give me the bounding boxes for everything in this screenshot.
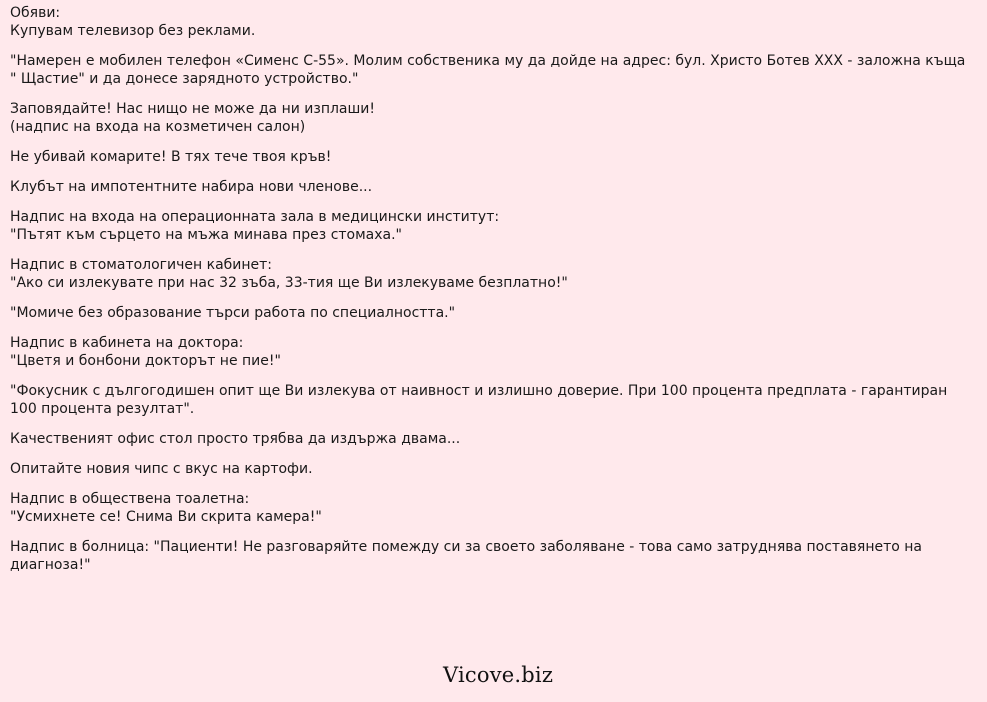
ad-item: Не убивай комарите! В тях тече твоя кръв! xyxy=(10,149,332,165)
ad-item: "Намерен е мобилен телефон «Сименс С-55». Молим собственика му да дойде на адрес: бул. Христо Ботев ХХХ - заложна къща " Щастие" и да донесе зарядното устройство." xyxy=(10,53,966,87)
ads-text-block xyxy=(10,4,970,586)
ad-item: Надпис в кабинета на доктора: "Цветя и бонбони докторът не пие!" xyxy=(10,335,281,369)
ad-text: Купувам телевизор без реклами. xyxy=(10,23,256,39)
ad-item: Надпис в болница: "Пациенти! Не разговаряйте помежду си за своето заболяване - това само затруднява поставянето на диагноза!" xyxy=(10,539,923,573)
ad-item: Надпис в обществена тоалетна: "Усмихнете се! Снима Ви скрита камера!" xyxy=(10,491,322,525)
ad-item: Качественият офис стол просто трябва да издържа двама... xyxy=(10,431,461,447)
ad-item: Опитайте новия чипс с вкус на картофи. xyxy=(10,461,313,477)
ad-item: Клубът на импотентните набира нови членове... xyxy=(10,179,373,195)
ad-item: Заповядайте! Нас нищо не може да ни изплаши! (надпис на входа на козметичен салон) xyxy=(10,101,376,135)
section-heading: Обяви: xyxy=(10,5,61,21)
site-watermark: Vicove.biz xyxy=(443,663,554,687)
ad-item-first xyxy=(10,4,970,40)
ad-item: Надпис в стоматологичен кабинет: "Ако си излекувате при нас 32 зъба, 33-тия ще Ви излекуваме безплатно!" xyxy=(10,257,568,291)
ad-item: "Момиче без образование търси работа по специалността." xyxy=(10,305,456,321)
ad-item: "Фокусник с дългогодишен опит ще Ви излекува от наивност и излишно доверие. При 100 процента предплата - гарантиран 100 процента резултат". xyxy=(10,383,948,417)
ad-item: Надпис на входа на операционната зала в медицински институт: "Пътят към сърцето на мъжа минава през стомаха." xyxy=(10,209,500,243)
